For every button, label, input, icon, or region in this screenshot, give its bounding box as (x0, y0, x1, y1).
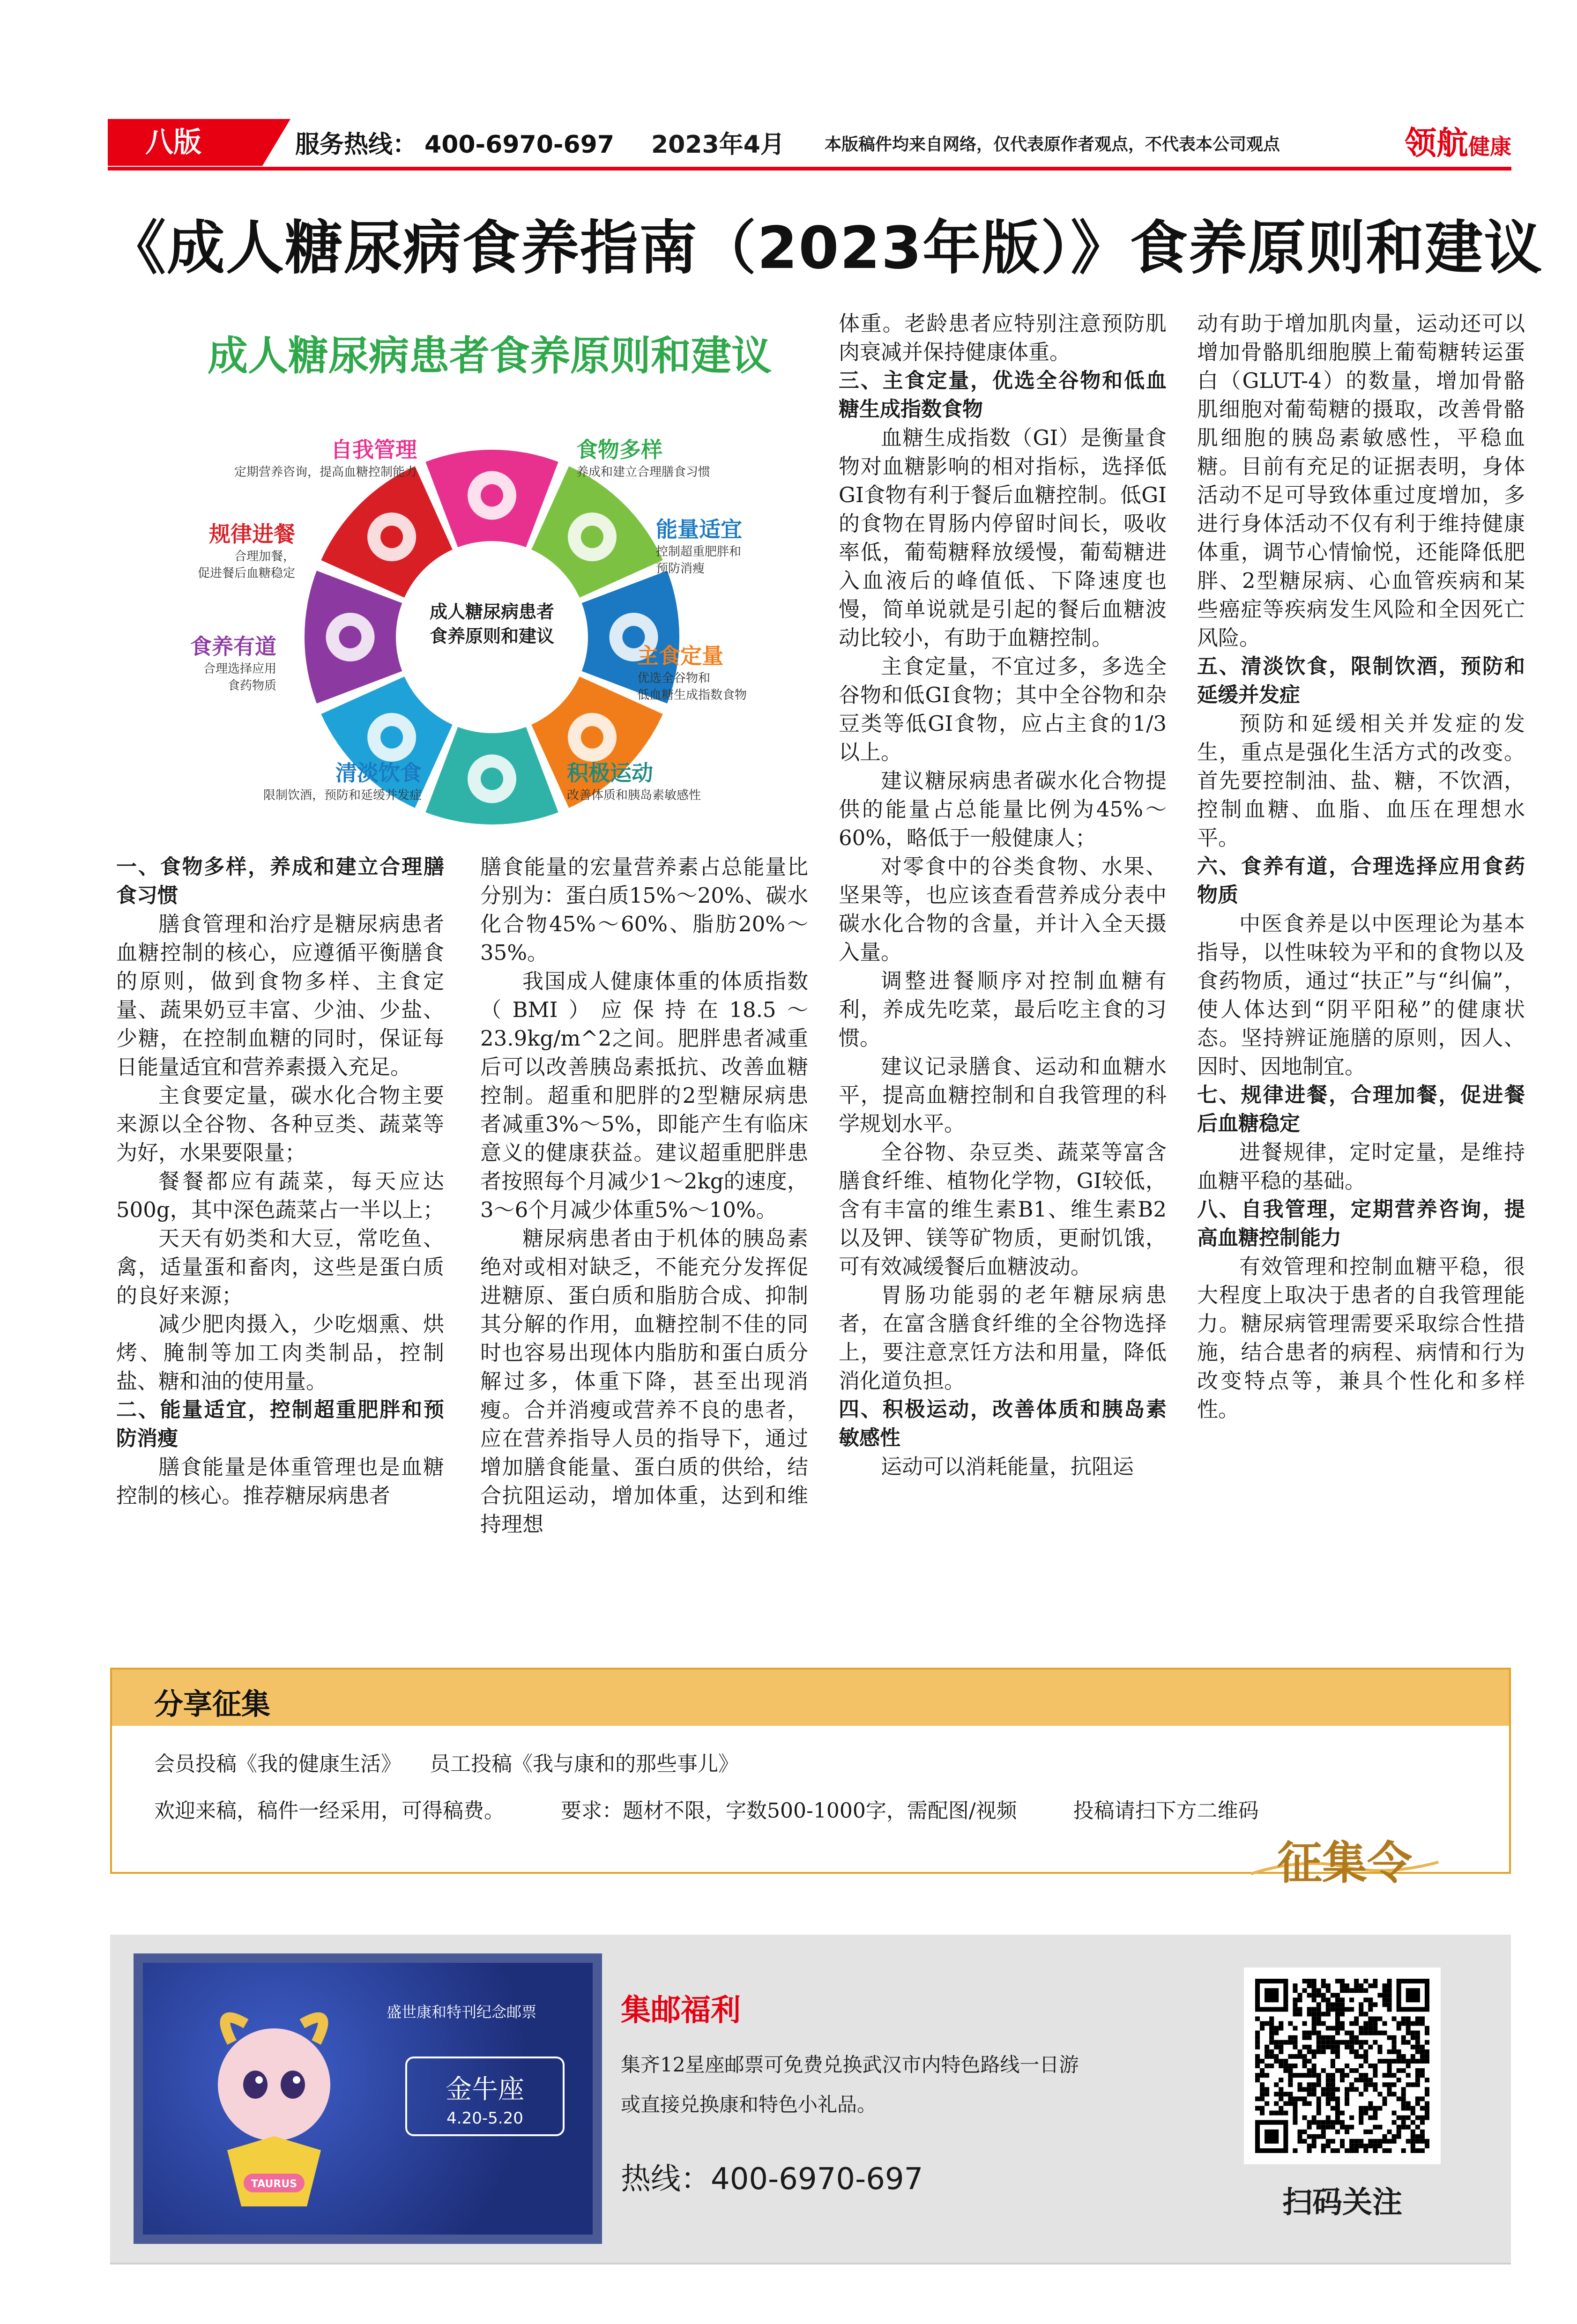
paragraph: 中医食养是以中医理论为基本指导，以性味较为平和的食物以及食药物质，通过“扶正”与“纠偏”，使人体达到“阴平阳秘”的健康状态。坚持辨证施膳的原则，因人、因时、因地制宜。 (1197, 911, 1525, 1079)
label-title: 食养有道 (190, 634, 276, 659)
staff-call: 员工投稿《我与康和的那些事儿》 (430, 1752, 739, 1776)
label-desc: 改善体质和胰岛素敏感性 (567, 788, 701, 802)
brand-logo (1405, 118, 1511, 163)
taurus-character-icon (180, 1996, 368, 2220)
paragraph: 血糖生成指数（GI）是衡量食物对血糖影响的相对指标，选择低GI食物有利于餐后血糖控制。低GI的食物在胃肠内停留时间长，吸收率低，葡萄糖释放缓慢，葡萄糖进入血液后的峰值低、下降速度也慢，简单说就是引起的餐后血糖波动比较小，有助于血糖控制。 (839, 425, 1167, 650)
edition-tab: 八版 (108, 119, 262, 166)
label-title: 积极运动 (567, 760, 653, 786)
disclaimer: 本版稿件均来自网络，仅代表原作者观点，不代表本公司观点 (825, 135, 1280, 154)
taurus-stamp (143, 1963, 593, 2235)
paragraph: 动有助于增加肌肉量，运动还可以增加骨骼肌细胞膜上葡萄糖转运蛋白（GLUT-4）的数量，增加骨骼肌细胞对葡萄糖的摄取，改善骨骼肌细胞的胰岛素敏感性，平稳血糖。目前有充足的证据表明，身体活动不足可导致体重过度增加，多进行身体活动不仅有利于维持健康体重，调节心情愉悦，还能降低肥胖、2型糖尿病、心血管疾病和某些癌症等疾病发生风险和全因死亡风险。 (1197, 311, 1525, 650)
label-desc: 合理加餐， (234, 549, 295, 564)
label-desc: 优选全谷物和 (637, 671, 711, 685)
wheel-center-line1: 成人糖尿病患者 (429, 601, 554, 622)
stamp-promo (110, 1935, 1511, 2263)
paragraph: 减少肥肉摄入，少吃烟熏、烘烤、腌制等加工肉类制品，控制盐、糖和油的使用量。 (116, 1312, 444, 1394)
label-title: 自我管理 (331, 437, 417, 462)
wheel-center-line2: 食养原则和建议 (429, 626, 554, 646)
label-energy (656, 515, 742, 577)
stamp-caption: 盛世康和特刊纪念邮票 (387, 2003, 537, 2021)
paragraph: 主食要定量，碳水化合物主要来源以全谷物、各种豆类、蔬菜等为好，水果要限量； (116, 1083, 444, 1165)
service-hotline (295, 125, 614, 160)
paragraph: 调整进餐顺序对控制血糖有利，养成先吃菜，最后吃主食的习惯。 (839, 968, 1167, 1050)
doctor-icon-glyph (481, 484, 503, 507)
issue-date: 2023年4月 (651, 131, 785, 159)
paragraph: 主食定量，不宜过多，多选全谷物和低GI食物；其中全谷物和杂豆类等低GI食物，应占主食的1/3以上。 (839, 654, 1167, 765)
page-header (108, 111, 1511, 166)
section-heading: 五、清淡饮食，限制饮酒，预防和延缓并发症 (1197, 654, 1525, 707)
paragraph: 餐餐都应有蔬菜，每天应达500g，其中深色蔬菜占一半以上； (116, 1169, 444, 1222)
article-column-4 (1197, 309, 1525, 1424)
brand-main: 领航 (1404, 125, 1468, 162)
article-column-3 (839, 309, 1167, 1481)
stamp-badge-text: TAURUS (251, 2178, 298, 2190)
paragraph: 膳食能量是体重管理也是血糖控制的核心。推荐糖尿病患者 (116, 1455, 444, 1508)
label-regular-meals (141, 520, 295, 582)
submission-calls (154, 1747, 739, 1777)
article-title: 《成人糖尿病食养指南（2023年版）》食养原则和建议 (108, 215, 1543, 282)
stamp-zodiac-range: 4.20-5.20 (446, 2109, 523, 2128)
paragraph: 有效管理和控制血糖平稳，很大程度上取决于患者的自我管理能力。糖尿病管理需要采取综合性措施，结合患者的病程、病情和行为改变特点等，兼具个性化和多样性。 (1197, 1254, 1525, 1422)
paragraph: 糖尿病患者由于机体的胰岛素绝对或相对缺乏，不能充分发挥促进糖原、蛋白质和脂肪合成、抑制其分解的作用，血糖控制不佳的同时也容易出现体内脂肪和蛋白质分解过多，体重下降，甚至出现消瘦。合并消瘦或营养不良的患者，应在营养指导人员的指导下，通过增加膳食能量、蛋白质的供给，结合抗阻运动，增加体重，达到和维持理想 (480, 1226, 808, 1537)
qr-code[interactable] (1244, 1968, 1441, 2164)
section-heading: 八、自我管理，定期营养咨询，提高血糖控制能力 (1197, 1197, 1525, 1250)
label-food-therapy (141, 632, 276, 694)
welcome-text: 欢迎来稿，稿件一经采用，可得稿费。 (154, 1799, 505, 1823)
label-title: 规律进餐 (209, 521, 295, 547)
label-title: 主食定量 (637, 643, 723, 668)
paragraph: 膳食能量的宏量营养素占总能量比分别为：蛋白质15%～20%、碳水化合物45%～60%、脂肪20%～35%。 (480, 854, 808, 965)
label-title: 能量适宜 (656, 517, 742, 542)
label-food-variety (576, 436, 710, 481)
label-desc: 限制饮酒，预防和延缓并发症 (263, 788, 422, 802)
paragraph: 预防和延缓相关并发症的发生，重点是强化生活方式的改变。首先要控制油、盐、糖，不饮酒，控制血糖、血脂、血压在理想水平。 (1197, 711, 1525, 850)
label-desc: 食药物质 (227, 679, 276, 693)
section-heading: 三、主食定量，优选全谷物和低血糖生成指数食物 (839, 369, 1167, 421)
header-rule (108, 167, 1511, 171)
article-column-1 (116, 853, 444, 1510)
label-desc: 控制超重肥胖和 (656, 545, 742, 559)
hotline-label: 服务热线： (295, 131, 417, 159)
paragraph: 体重。老龄患者应特别注意预防肌肉衰减并保持健康体重。 (839, 311, 1167, 364)
label-desc: 低血糖生成指数食物 (637, 688, 747, 702)
article-column-2 (480, 853, 808, 1538)
paragraph: 进餐规律，定时定量，是维持血糖平稳的基础。 (1197, 1140, 1525, 1193)
submission-header (112, 1670, 1509, 1726)
brand-sub: 健康 (1468, 134, 1511, 159)
label-exercise (567, 759, 701, 804)
hotline-number: 400-6970-697 (424, 131, 614, 159)
label-desc: 定期营养咨询，提高血糖控制能力 (234, 465, 417, 479)
infographic-title: 成人糖尿病患者食养原则和建议 (208, 333, 772, 379)
stamp-zodiac-name: 金牛座 (446, 2074, 524, 2105)
scan-hint: 投稿请扫下方二维码 (1073, 1799, 1259, 1823)
clock-meal-icon-glyph (380, 526, 403, 548)
label-title: 食物多样 (576, 437, 662, 462)
section-heading: 六、食养有道，合理选择应用食药物质 (1197, 854, 1525, 907)
label-desc: 养成和建立合理膳食习惯 (576, 465, 711, 479)
fruit-vegetable-icon-glyph (581, 526, 603, 548)
paragraph: 运动可以消耗能量，抗阻运 (881, 1454, 1134, 1479)
bottle-icon-glyph (380, 726, 403, 749)
label-desc: 预防消瘦 (656, 562, 705, 576)
requirements-text: 要求：题材不限，字数500-1000字，需配图/视频 (561, 1799, 1017, 1823)
grain-bowl-icon-glyph (581, 726, 603, 749)
submission-title: 分享征集 (154, 1687, 271, 1721)
label-title: 清淡饮食 (335, 760, 422, 786)
label-desc: 合理选择应用 (203, 662, 276, 676)
member-call: 会员投稿《我的健康生活》 (154, 1752, 402, 1776)
herb-icon-glyph (339, 626, 362, 648)
treadmill-icon-glyph (481, 768, 503, 790)
section-heading: 七、规律进餐，合理加餐，促进餐后血糖稳定 (1197, 1083, 1525, 1136)
wheel-center-label (389, 600, 595, 648)
promo-description: 集齐12星座邮票可免费兑换武汉市内特色路线一日游 (621, 2053, 1079, 2076)
promo-title: 集邮福利 (621, 1993, 741, 2028)
bottom-rule (110, 2263, 1511, 2265)
section-heading: 四、积极运动，改善体质和胰岛素敏感性 (839, 1397, 1167, 1450)
label-staple (637, 642, 747, 704)
paragraph: 我国成人健康体重的体质指数（BMI）应保持在18.5～23.9kg/m^2之间。肥胖患者减重后可以改善胰岛素抵抗、改善血糖控制。超重和肥胖的2型糖尿病患者减重3%～5%，即能产生有临床意义的健康获益。建议超重肥胖患者按照每个月减少1～2kg的速度，3～6个月减少体重5%～10%。 (480, 969, 808, 1222)
qr-label: 扫码关注 (1282, 2185, 1402, 2220)
promo-description-2: 或直接兑换康和特色小礼品。 (621, 2093, 877, 2116)
promo-hotline: 热线：400-6970-697 (621, 2162, 923, 2197)
section-heading: 二、能量适宜，控制超重肥胖和预防消瘦 (116, 1398, 444, 1450)
submission-details (154, 1794, 1259, 1824)
stamp-frame (134, 1953, 602, 2244)
label-light-diet (141, 759, 422, 804)
paragraph: 全谷物、杂豆类、蔬菜等富含膳食纤维、植物化学物，GI较低，含有丰富的维生素B1、维生素B2以及钾、镁等矿物质，更耐饥饿，可有效减缓餐后血糖波动。 (839, 1140, 1167, 1279)
label-desc: 促进餐后血糖稳定 (197, 566, 295, 580)
section-heading: 一、食物多样，养成和建立合理膳食习惯 (116, 855, 444, 907)
paragraph: 对零食中的谷类食物、水果、坚果等，也应该查看营养成分表中碳水化合物的含量，并计入全天摄入量。 (839, 854, 1167, 965)
call-for-submissions-badge (1246, 1829, 1443, 1895)
infographic (141, 309, 839, 843)
badge-text: 征集令 (1277, 1836, 1412, 1889)
paragraph: 建议糖尿病患者碳水化合物提供的能量占总能量比例为45%～60%，略低于一般健康人； (839, 768, 1167, 850)
paragraph: 胃肠功能弱的老年糖尿病患者，在富含膳食纤维的全谷物选择上，要注意烹饪方法和用量，降低消化道负担。 (839, 1283, 1167, 1393)
paragraph: 建议记录膳食、运动和血糖水平，提高血糖控制和自我管理的科学规划水平。 (839, 1054, 1167, 1136)
qr-code-icon (1255, 1979, 1429, 2153)
stamp-zodiac-label (405, 2057, 565, 2136)
paragraph: 膳食管理和治疗是糖尿病患者血糖控制的核心，应遵循平衡膳食的原则，做到食物多样、主食定量、蔬果奶豆丰富、少油、少盐、少糖，在控制血糖的同时，保证每日能量适宜和营养素摄入充足。 (116, 912, 444, 1079)
paragraph: 天天有奶类和大豆，常吃鱼、禽，适量蛋和畜肉，这些是蛋白质的良好来源； (116, 1226, 444, 1308)
label-self-management (141, 436, 417, 481)
